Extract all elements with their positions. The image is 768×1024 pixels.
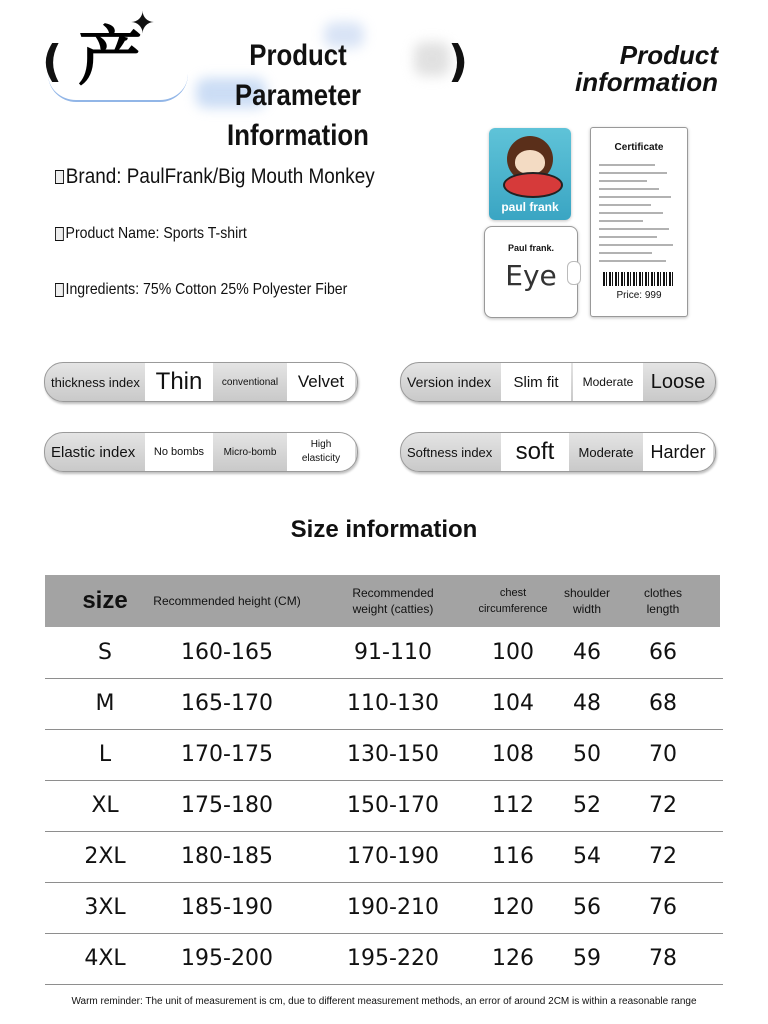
col-header-chest: chest circumference (478, 587, 548, 615)
col-header-weight: Recommended weight (catties) (352, 586, 434, 616)
cell-chest: 112 (492, 793, 534, 818)
elastic-index-label: Elastic index (51, 443, 136, 461)
cell-chest: 126 (492, 946, 534, 971)
softness-index-label: Softness index (407, 444, 493, 460)
cell-size: L (98, 742, 112, 767)
size-information-title: Size information (290, 516, 478, 543)
cell-weight: 110-130 (347, 691, 439, 716)
eye-tag-text: Eye (505, 259, 557, 292)
cell-height: 165-170 (181, 691, 273, 716)
cell-weight: 195-220 (347, 946, 439, 971)
cell-weight: 91-110 (354, 640, 432, 665)
cell-length: 66 (649, 640, 677, 665)
cell-size: XL (91, 793, 119, 818)
header-title-line2: Information (227, 119, 369, 152)
tag-hole (567, 261, 581, 285)
table-row (45, 729, 723, 781)
table-row (45, 627, 723, 679)
elastic-option-micro-bomb: Micro-bomb (223, 446, 277, 458)
thickness-option-conventional: conventional (221, 376, 279, 388)
product-name-text: Product Name: Sports T-shirt (65, 225, 247, 242)
table-row (45, 933, 723, 985)
monkey-mouth-detail (503, 172, 563, 198)
ingredients-line (55, 281, 347, 299)
cell-chest: 100 (492, 640, 534, 665)
col-header-size: size (82, 587, 128, 614)
cell-weight: 130-150 (347, 742, 439, 767)
version-index-bar (400, 362, 716, 402)
softness-index-bar (400, 432, 716, 472)
eye-hang-tag (484, 226, 578, 318)
table-row (45, 678, 723, 730)
bullet-icon (55, 170, 64, 184)
cell-length: 72 (649, 844, 677, 869)
version-option-loose: Loose (650, 370, 706, 393)
warm-reminder: Warm reminder: The unit of measurement is cm, due to different measurement methods, an error of around 2CM is within a reasonable range (71, 996, 697, 1007)
thickness-index-label: thickness index (51, 374, 140, 390)
cell-shoulder: 56 (573, 895, 601, 920)
cell-chest: 104 (492, 691, 534, 716)
cell-shoulder: 54 (573, 844, 601, 869)
barcode-icon (603, 272, 675, 286)
softness-option-soft: soft (501, 433, 569, 471)
col-header-height: Recommended height (CM) (153, 594, 301, 608)
elastic-index-bar (44, 432, 358, 472)
cell-weight: 190-210 (347, 895, 439, 920)
cell-length: 70 (649, 742, 677, 767)
cell-chest: 108 (492, 742, 534, 767)
cell-size: 4XL (84, 946, 126, 971)
monkey-face-detail (515, 150, 545, 174)
softness-option-harder: Harder (643, 433, 713, 471)
table-row (45, 780, 723, 832)
left-bracket-decoration: ( (42, 36, 63, 87)
certificate-price: Price: 999 (616, 290, 662, 301)
softness-option-moderate: Moderate (578, 444, 634, 460)
cell-length: 68 (649, 691, 677, 716)
cell-size: 2XL (84, 844, 126, 869)
header-title-line1: Product Parameter (234, 39, 362, 112)
product-info-line1: Product (619, 40, 718, 70)
product-name-line (55, 225, 247, 243)
cell-size: S (98, 640, 112, 665)
cell-length: 72 (649, 793, 677, 818)
size-table-header (45, 575, 720, 627)
header-title (186, 36, 410, 156)
certificate-text-lines (599, 158, 679, 268)
product-info-line2: information (575, 67, 718, 97)
bullet-icon (55, 227, 64, 241)
col-header-shoulder: shoulder width (563, 586, 611, 616)
cell-length: 78 (649, 946, 677, 971)
cell-weight: 150-170 (347, 793, 439, 818)
thickness-option-thin: Thin (145, 363, 213, 401)
elastic-option-no-bombs: No bombs (145, 433, 213, 471)
cell-chest: 116 (492, 844, 534, 869)
cell-shoulder: 48 (573, 691, 601, 716)
orbit-decoration (48, 74, 188, 102)
cell-height: 170-175 (181, 742, 273, 767)
cell-shoulder: 50 (573, 742, 601, 767)
ingredients-text: Ingredients: 75% Cotton 25% Polyester Fiber (65, 281, 348, 298)
table-row (45, 831, 723, 883)
right-bracket-decoration: ) (448, 36, 469, 87)
version-option-moderate: Moderate (573, 363, 643, 401)
cell-height: 195-200 (181, 946, 273, 971)
eye-tag-brand: Paul frank. (507, 243, 554, 253)
certificate-tag (590, 127, 688, 317)
sparkle-icon: ✦ (130, 7, 156, 40)
product-information-title (538, 42, 718, 96)
version-option-slim-fit: Slim fit (501, 363, 571, 401)
thickness-index-bar (44, 362, 358, 402)
cell-size: M (95, 691, 115, 716)
version-index-label: Version index (407, 374, 492, 390)
col-header-length: clothes length (643, 586, 683, 616)
paul-frank-hang-tag (489, 128, 571, 220)
cell-height: 175-180 (181, 793, 273, 818)
monkey-tag-label: paul frank (501, 200, 559, 214)
table-row (45, 882, 723, 934)
cell-size: 3XL (84, 895, 126, 920)
cell-length: 76 (649, 895, 677, 920)
bullet-icon (55, 283, 64, 297)
cell-shoulder: 59 (573, 946, 601, 971)
cell-shoulder: 46 (573, 640, 601, 665)
cell-chest: 120 (492, 895, 534, 920)
cell-height: 160-165 (181, 640, 273, 665)
blur-decoration (414, 42, 450, 76)
brand-line (55, 165, 375, 189)
brand-text: Brand: PaulFrank/Big Mouth Monkey (65, 165, 375, 188)
cell-weight: 170-190 (347, 844, 439, 869)
cell-height: 180-185 (181, 844, 273, 869)
thickness-option-velvet: Velvet (287, 363, 355, 401)
cell-height: 185-190 (181, 895, 273, 920)
cell-shoulder: 52 (573, 793, 601, 818)
header-logo-glyph: 产 (78, 21, 142, 95)
certificate-title: Certificate (614, 142, 664, 153)
elastic-option-high-elasticity: High elasticity (287, 433, 355, 471)
